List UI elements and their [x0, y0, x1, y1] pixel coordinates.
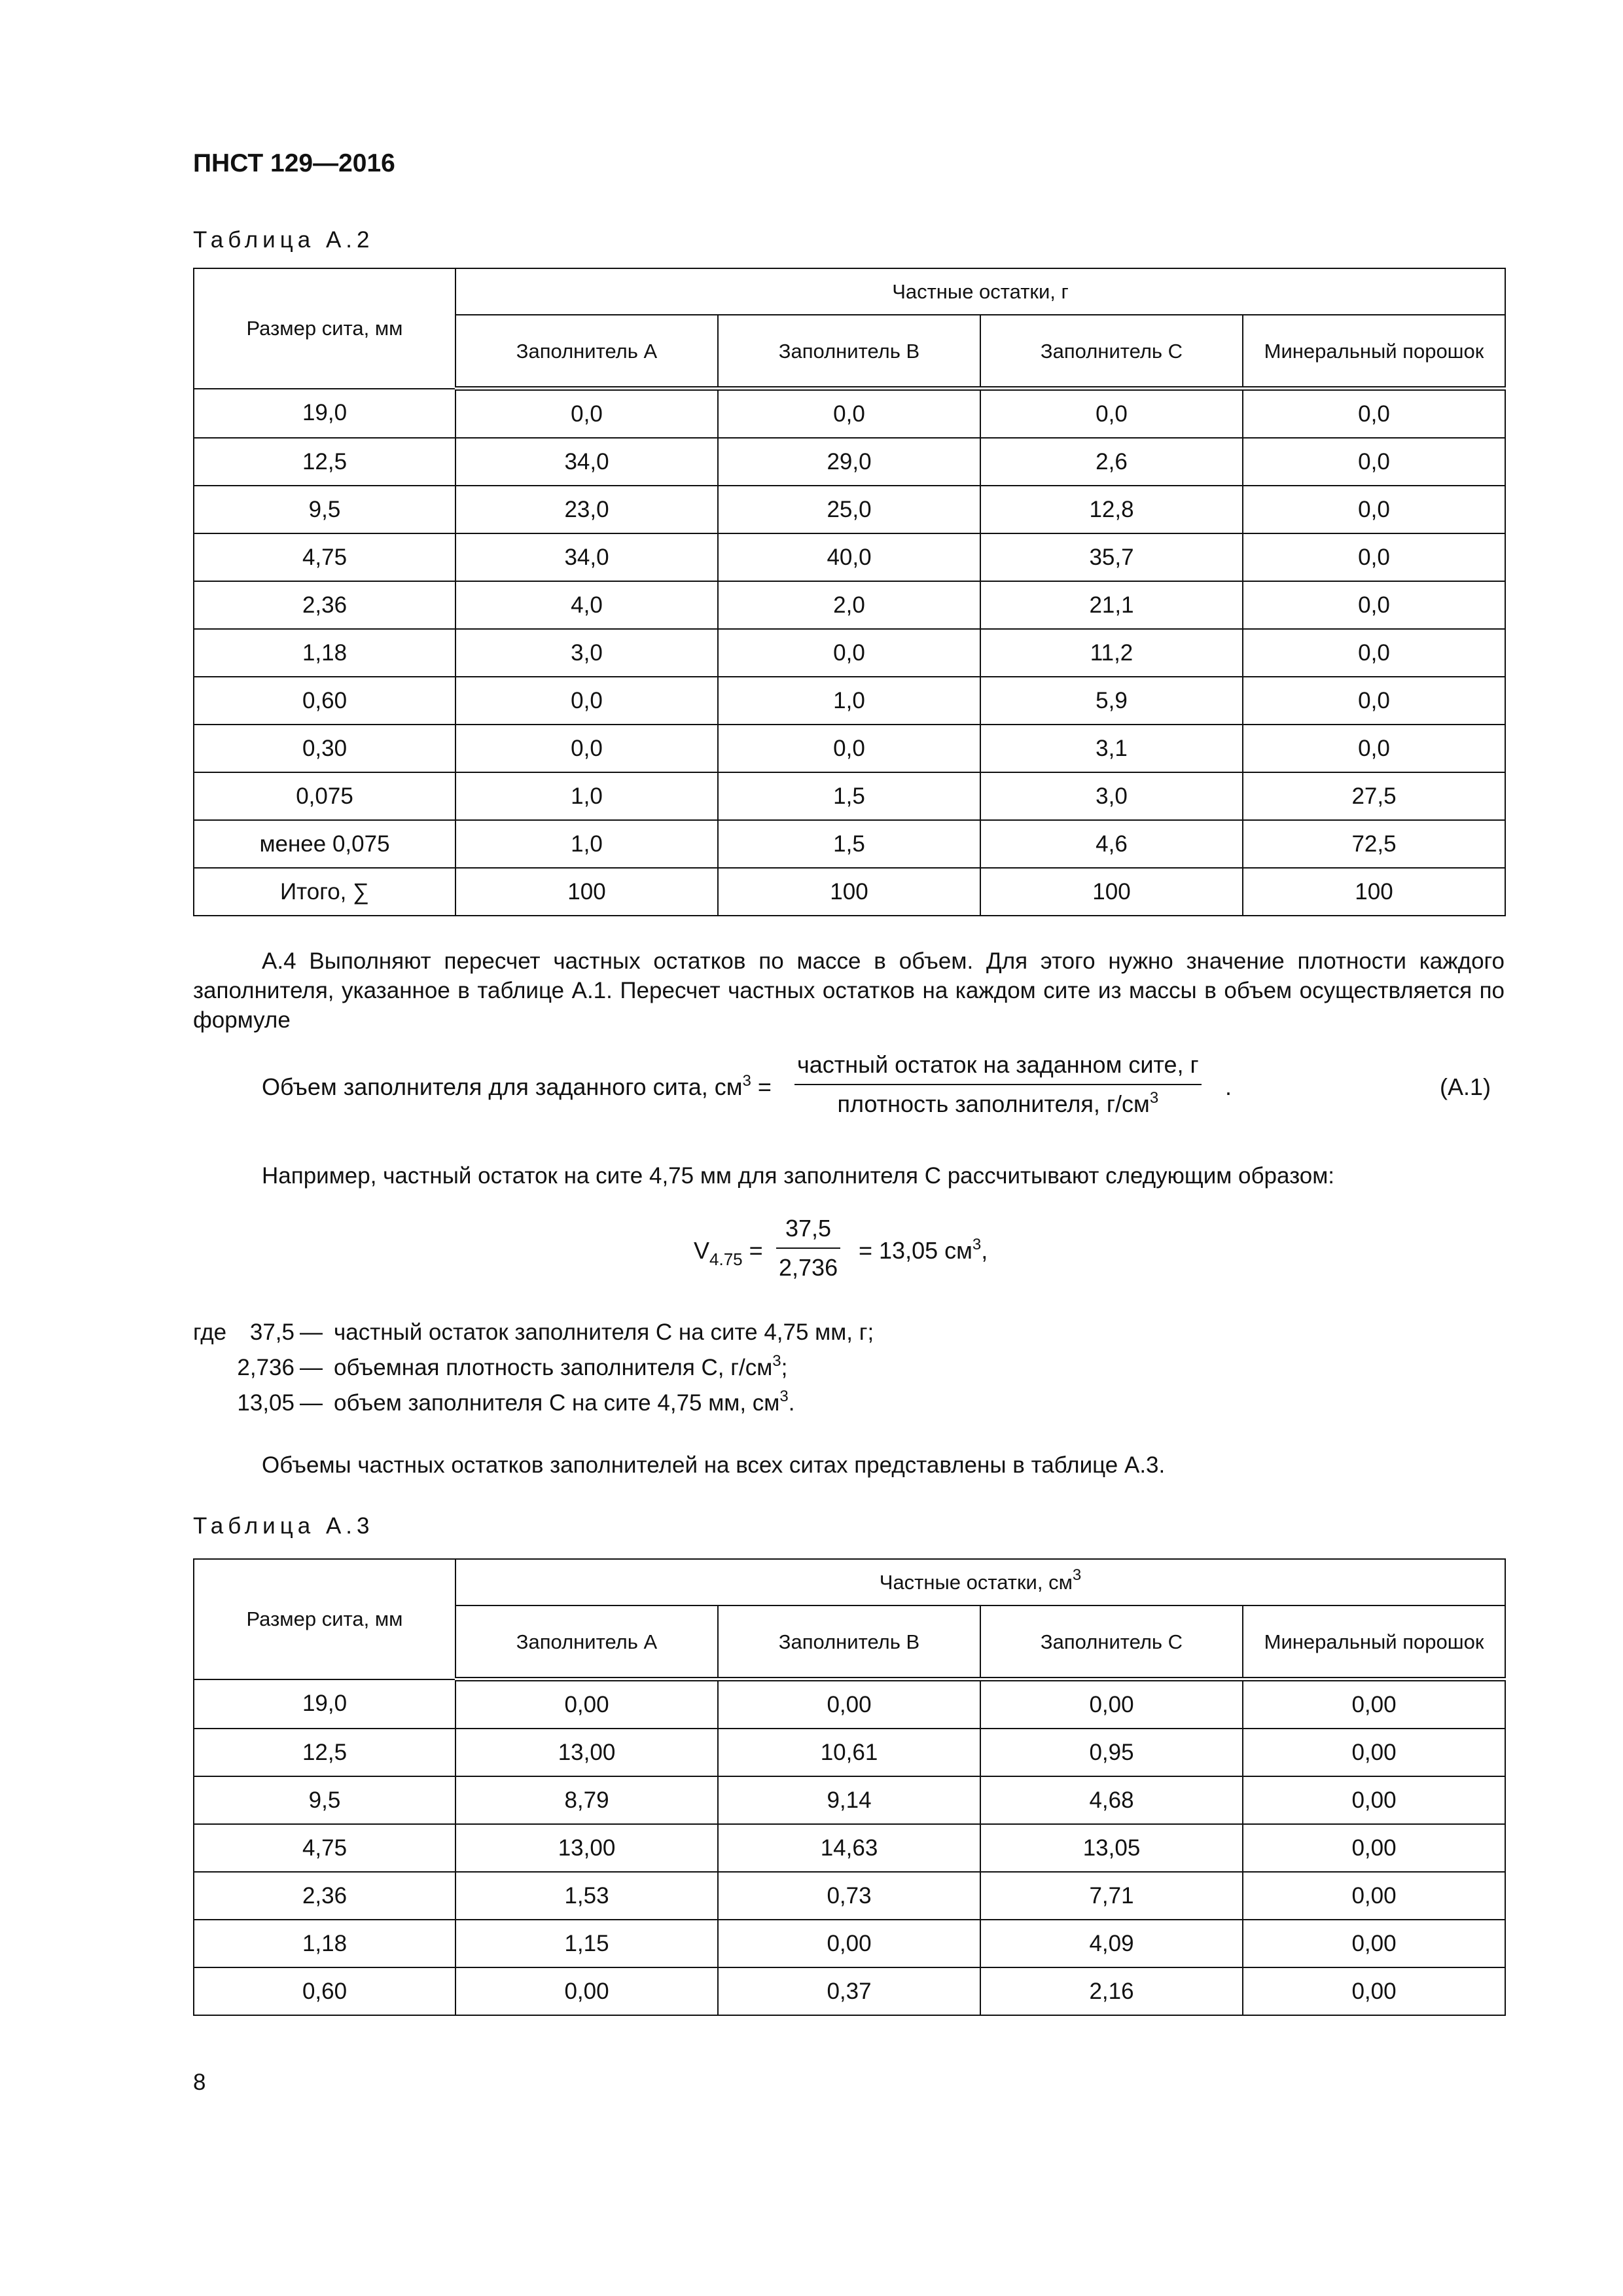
table-cell: 0,95 — [980, 1729, 1243, 1776]
table-cell: 23,0 — [455, 486, 718, 533]
table-cell: 0,0 — [1243, 629, 1505, 677]
table-cell: 100 — [980, 868, 1243, 916]
table-row — [194, 486, 1505, 533]
table-cell: 0,73 — [718, 1872, 980, 1920]
table-row — [194, 677, 1505, 725]
table-cell: 4,68 — [980, 1776, 1243, 1824]
table-cell: 40,0 — [718, 533, 980, 581]
example-lhs: $V_{4.75}$ = — [694, 1237, 763, 1269]
table-row — [194, 1967, 1505, 2015]
table-cell: 1,18 — [194, 1920, 455, 1967]
table-cell: 27,5 — [1243, 772, 1505, 820]
table-cell: 13,00 — [455, 1729, 718, 1776]
table-a2-header-group: Частные остатки, г — [455, 268, 1505, 315]
table-cell: 0,00 — [718, 1679, 980, 1729]
table-row — [194, 772, 1505, 820]
table-cell: 1,53 — [455, 1872, 718, 1920]
table-cell: 4,75 — [194, 1824, 455, 1872]
table-row — [194, 1920, 1505, 1967]
table-cell: 100 — [718, 868, 980, 916]
table-cell: 5,9 — [980, 677, 1243, 725]
document-id: ПНСТ 129—2016 — [193, 149, 395, 177]
table-cell: 0,0 — [1243, 533, 1505, 581]
table-a2-header-col: Заполнитель В — [718, 315, 980, 389]
table-cell: 4,09 — [980, 1920, 1243, 1967]
table-cell: 0,37 — [718, 1967, 980, 2015]
table-cell: 19,0 — [194, 1679, 455, 1729]
table-row — [194, 389, 1505, 439]
table-row — [194, 1679, 1505, 1729]
formula-fraction — [794, 1051, 1202, 1118]
where-dash: — — [300, 1319, 323, 1345]
table-cell: 4,6 — [980, 820, 1243, 868]
table-cell: 0,0 — [718, 725, 980, 772]
table-cell: 3,0 — [980, 772, 1243, 820]
table-cell: Итого, ∑ — [194, 868, 455, 916]
table-row — [194, 581, 1505, 629]
table-a3-header-sieve: Размер сита, мм — [194, 1559, 455, 1679]
table-cell: 3,0 — [455, 629, 718, 677]
table-cell: 35,7 — [980, 533, 1243, 581]
table-row — [194, 629, 1505, 677]
table-cell: 0,0 — [718, 389, 980, 439]
table-cell: 0,30 — [194, 725, 455, 772]
table-cell: 0,00 — [1243, 1824, 1505, 1872]
table-a3-header-col: Заполнитель В — [718, 1605, 980, 1679]
table-cell: 4,0 — [455, 581, 718, 629]
table-row — [194, 1872, 1505, 1920]
where-text: объемная плотность заполнителя С, $г/см^3$; — [334, 1352, 788, 1380]
table-cell: 9,5 — [194, 486, 455, 533]
where-symbol: 37,5 — [249, 1319, 294, 1345]
table-cell: 0,0 — [980, 389, 1243, 439]
table-cell: 21,1 — [980, 581, 1243, 629]
table-cell: 0,00 — [718, 1920, 980, 1967]
table-row — [194, 438, 1505, 486]
table-cell: 2,16 — [980, 1967, 1243, 2015]
formula-number: (А.1) — [1440, 1073, 1491, 1100]
example-fraction — [776, 1215, 840, 1282]
table-row — [194, 533, 1505, 581]
table-cell: 13,05 — [980, 1824, 1243, 1872]
table-cell: 1,0 — [455, 820, 718, 868]
table-row — [194, 1776, 1505, 1824]
page-number: 8 — [193, 2070, 206, 2095]
table-cell: 3,1 — [980, 725, 1243, 772]
table-a2 — [193, 268, 1506, 916]
table-row — [194, 820, 1505, 868]
paragraph-a4: А.4 Выполняют пересчет частных остатков по массе в объем. Для этого нужно значение плотности каждого заполнителя, указанное в таблице А.1. Пересчет частных остатков на каждом сите из массы в объем осуществляется по формуле — [193, 948, 1505, 1033]
where-symbol: 2,736 — [237, 1355, 294, 1380]
table-cell: 1,18 — [194, 629, 455, 677]
table-cell: 19,0 — [194, 389, 455, 439]
table-cell: 2,36 — [194, 1872, 455, 1920]
table-cell: 0,00 — [1243, 1729, 1505, 1776]
formula-numerator: частный остаток на заданном сите, г — [797, 1051, 1199, 1078]
where-symbol: 13,05 — [237, 1390, 294, 1416]
table-cell: 0,00 — [455, 1679, 718, 1729]
table-a2-caption: Таблица А.2 — [193, 227, 374, 253]
paragraph-a3-reference: Объемы частных остатков заполнителей на всех ситах представлены в таблице А.3. — [262, 1452, 1166, 1478]
table-cell: 0,60 — [194, 677, 455, 725]
formula-lhs: Объем заполнителя для заданного сита, $см^3$ = — [262, 1072, 772, 1100]
table-cell: 72,5 — [1243, 820, 1505, 868]
example-numerator: 37,5 — [785, 1215, 832, 1242]
table-cell: 0,00 — [1243, 1872, 1505, 1920]
table-a3-caption: Таблица А.3 — [193, 1513, 374, 1539]
table-cell: 0,0 — [718, 629, 980, 677]
table-cell: 14,63 — [718, 1824, 980, 1872]
table-cell: 1,0 — [455, 772, 718, 820]
example-intro: Например, частный остаток на сите 4,75 мм для заполнителя С рассчитывают следующим образом: — [262, 1163, 1334, 1189]
table-cell: 0,0 — [455, 389, 718, 439]
table-cell: 7,71 — [980, 1872, 1243, 1920]
table-cell: 34,0 — [455, 533, 718, 581]
table-a2-header-col: Минеральный порошок — [1243, 315, 1505, 389]
table-cell: 100 — [1243, 868, 1505, 916]
table-cell: 0,0 — [1243, 677, 1505, 725]
table-row — [194, 1729, 1505, 1776]
where-dash: — — [300, 1390, 323, 1416]
table-cell: 0,0 — [1243, 581, 1505, 629]
table-cell: 0,00 — [980, 1679, 1243, 1729]
table-cell: 1,5 — [718, 820, 980, 868]
example-denominator: 2,736 — [776, 1247, 840, 1282]
table-cell: 1,15 — [455, 1920, 718, 1967]
table-cell: 11,2 — [980, 629, 1243, 677]
table-cell: 100 — [455, 868, 718, 916]
formula-period: . — [1225, 1073, 1232, 1100]
table-cell: 12,5 — [194, 1729, 455, 1776]
table-cell: 0,0 — [455, 725, 718, 772]
where-word: где — [193, 1319, 227, 1345]
table-cell: 10,61 — [718, 1729, 980, 1776]
table-cell: 2,0 — [718, 581, 980, 629]
table-cell: 4,75 — [194, 533, 455, 581]
example-result: = 13,05 $см^3$, — [859, 1236, 988, 1264]
table-cell: 1,0 — [718, 677, 980, 725]
where-dash: — — [300, 1355, 323, 1380]
table-a2-header-col: Заполнитель С — [980, 315, 1243, 389]
table-cell: 13,00 — [455, 1824, 718, 1872]
table-cell: 12,8 — [980, 486, 1243, 533]
table-cell: 8,79 — [455, 1776, 718, 1824]
table-cell: 29,0 — [718, 438, 980, 486]
table-cell: 9,5 — [194, 1776, 455, 1824]
table-cell: 0,075 — [194, 772, 455, 820]
table-cell: менее 0,075 — [194, 820, 455, 868]
table-a3-header-group: Частные остатки, $см^3$ — [455, 1559, 1505, 1605]
table-cell: 25,0 — [718, 486, 980, 533]
table-cell: 0,0 — [1243, 725, 1505, 772]
table-cell: 0,0 — [1243, 486, 1505, 533]
table-a3-header-col: Заполнитель А — [455, 1605, 718, 1679]
table-cell: 0,0 — [1243, 389, 1505, 439]
where-text: объем заполнителя С на сите 4,75 мм, $см^3$. — [334, 1388, 795, 1416]
table-cell: 0,00 — [1243, 1920, 1505, 1967]
table-cell: 0,00 — [1243, 1776, 1505, 1824]
table-cell: 0,00 — [455, 1967, 718, 2015]
table-a3 — [193, 1558, 1506, 2016]
table-cell: 9,14 — [718, 1776, 980, 1824]
table-cell: 1,5 — [718, 772, 980, 820]
table-a3-header-col: Минеральный порошок — [1243, 1605, 1505, 1679]
table-cell: 0,0 — [1243, 438, 1505, 486]
table-cell: 2,36 — [194, 581, 455, 629]
table-cell: 34,0 — [455, 438, 718, 486]
table-a2-header-sieve: Размер сита, мм — [194, 268, 455, 389]
table-cell: 2,6 — [980, 438, 1243, 486]
table-cell: 0,60 — [194, 1967, 455, 2015]
table-cell: 0,0 — [455, 677, 718, 725]
formula-denominator: плотность заполнителя, $г/см^3$ — [794, 1084, 1202, 1118]
table-cell: 0,00 — [1243, 1967, 1505, 2015]
table-cell: 0,00 — [1243, 1679, 1505, 1729]
where-text: частный остаток заполнителя С на сите 4,75 мм, г; — [334, 1319, 874, 1345]
table-row — [194, 725, 1505, 772]
table-a3-header-col: Заполнитель С — [980, 1605, 1243, 1679]
table-row — [194, 1824, 1505, 1872]
table-cell: 12,5 — [194, 438, 455, 486]
table-row — [194, 868, 1505, 916]
table-a2-header-col: Заполнитель А — [455, 315, 718, 389]
